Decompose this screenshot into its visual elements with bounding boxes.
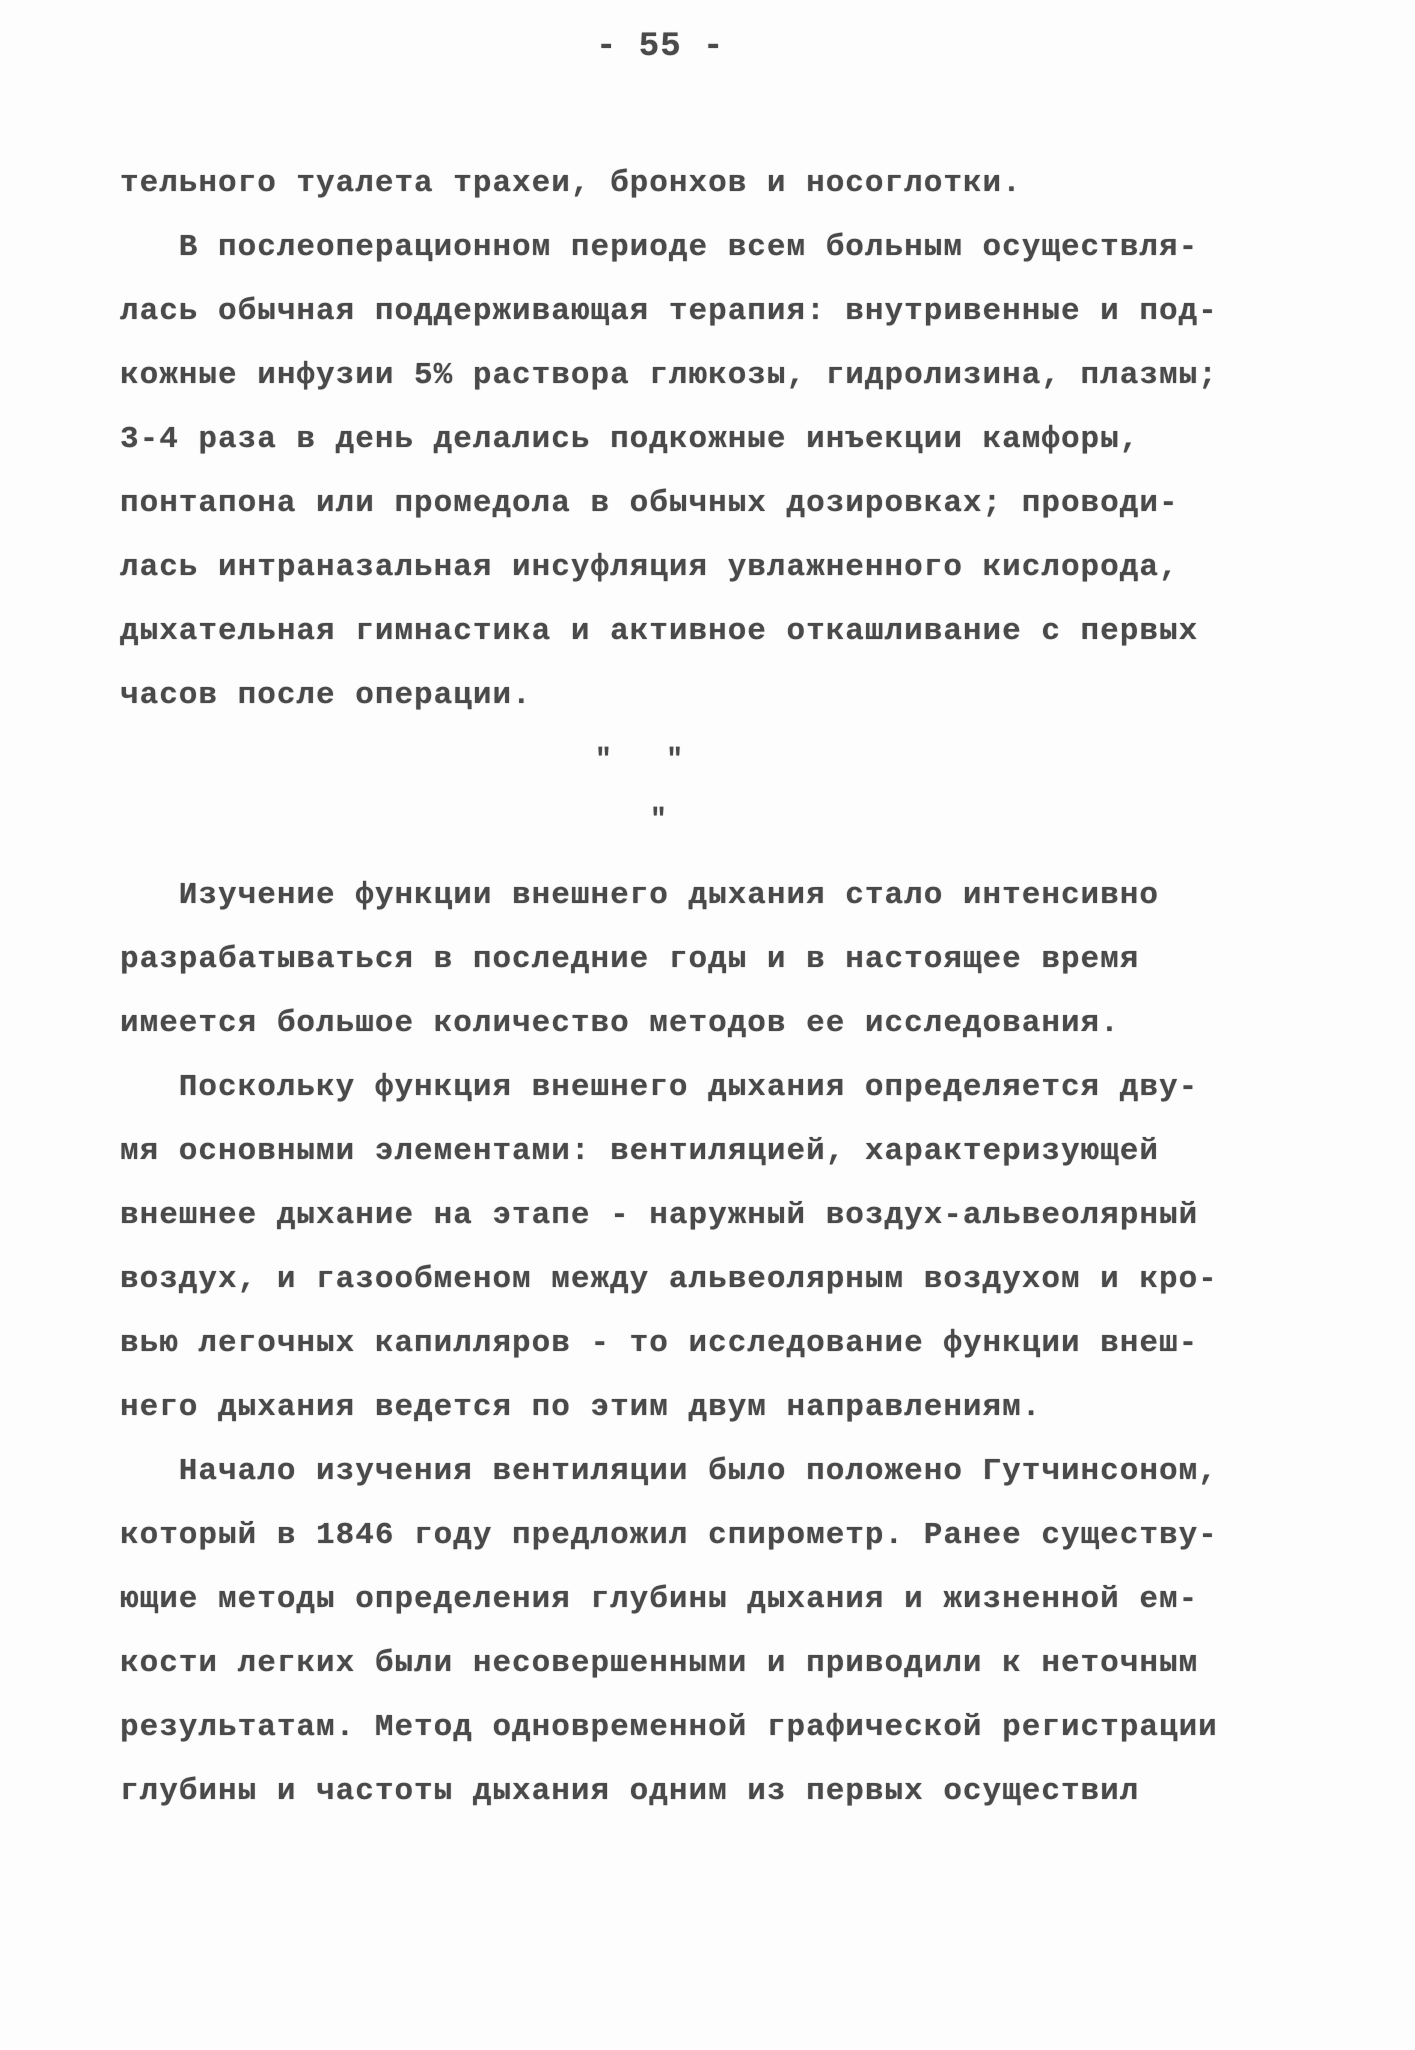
text-line: понтапона или промедола в обычных дозировках; проводи-: [120, 486, 1179, 521]
text-line: 3-4 раза в день делались подкожные инъекции камфоры,: [120, 422, 1140, 457]
text-line: дыхательная гимнастика и активное откашливание с первых: [120, 614, 1199, 649]
text-line: внешнее дыхание на этапе - наружный воздух-альвеолярный: [120, 1198, 1199, 1233]
text-line: тельного туалета трахеи, бронхов и носоглотки.: [120, 166, 1022, 201]
text-line: вью легочных капилляров - то исследование функции внеш-: [120, 1326, 1199, 1361]
text-line: который в 1846 году предложил спирометр. Ранее существу-: [120, 1518, 1218, 1553]
page-number: - 55 -: [596, 28, 725, 66]
text-line: часов после операции.: [120, 678, 532, 713]
text-line: В послеоперационном периоде всем больным осуществля-: [120, 230, 1199, 265]
text-line: Начало изучения вентиляции было положено Гутчинсоном,: [120, 1454, 1218, 1489]
section-separator-bottom: ": [650, 805, 668, 836]
text-line: кожные инфузии 5% раствора глюкозы, гидролизина, плазмы;: [120, 358, 1218, 393]
text-line: воздух, и газообменом между альвеолярным воздухом и кро-: [120, 1262, 1218, 1297]
text-line: глубины и частоты дыхания одним из первых осуществил: [120, 1774, 1140, 1809]
text-line: результатам. Метод одновременной графической регистрации: [120, 1710, 1218, 1745]
text-line: Поскольку функция внешнего дыхания определяется дву-: [120, 1070, 1199, 1105]
text-line: мя основными элементами: вентиляцией, характеризующей: [120, 1134, 1159, 1169]
text-line: лась обычная поддерживающая терапия: внутривенные и под-: [120, 294, 1218, 329]
text-line: ющие методы определения глубины дыхания и жизненной ем-: [120, 1582, 1199, 1617]
section-separator-top: " ": [595, 745, 685, 776]
text-line: имеется большое количество методов ее исследования.: [120, 1006, 1120, 1041]
text-line: Изучение функции внешнего дыхания стало интенсивно: [120, 878, 1159, 913]
text-line: него дыхания ведется по этим двум направлениям.: [120, 1390, 1042, 1425]
text-line: разрабатываться в последние годы и в настоящее время: [120, 942, 1140, 977]
text-line: лась интраназальная инсуфляция увлажненного кислорода,: [120, 550, 1179, 585]
text-line: кости легких были несовершенными и приводили к неточным: [120, 1646, 1199, 1681]
